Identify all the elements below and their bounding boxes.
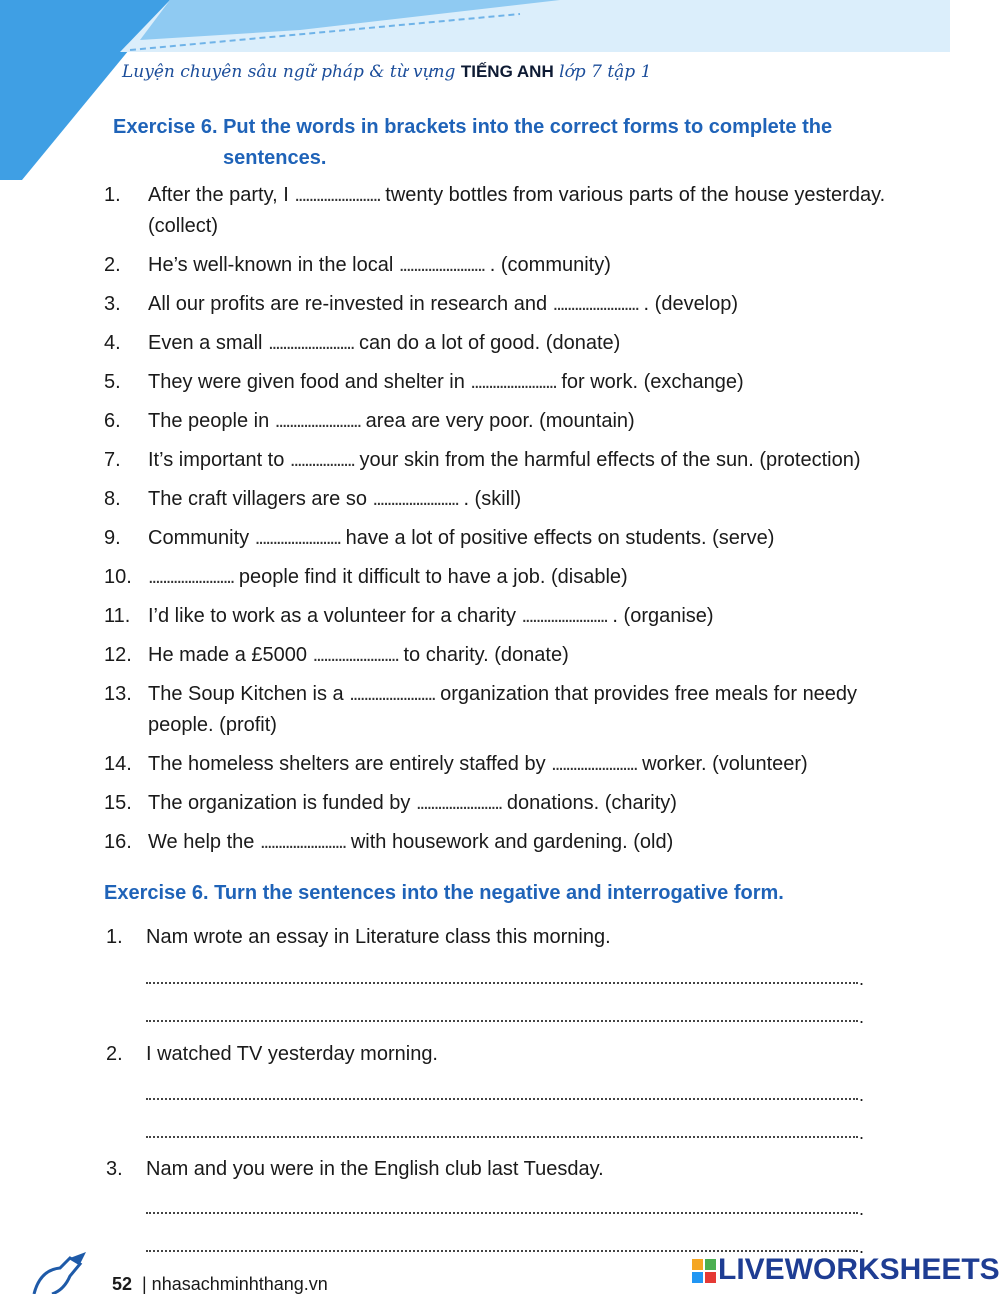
answer-blank[interactable]: .................. bbox=[289, 449, 354, 471]
exercise-item bbox=[104, 328, 894, 359]
item-number: 2. bbox=[104, 254, 121, 276]
item-number: 5. bbox=[104, 371, 121, 393]
item-text-after: with housework and gardening. (old) bbox=[345, 831, 674, 853]
exercise-item bbox=[104, 523, 894, 554]
item-text-after: people find it difficult to have a job. (disable) bbox=[233, 566, 628, 588]
item-number: 7. bbox=[104, 449, 121, 471]
question-text: Nam and you were in the English club last Tuesday. bbox=[146, 1158, 604, 1180]
item-text-before: The people in bbox=[148, 410, 275, 432]
item-text-after: donations. (charity) bbox=[501, 792, 677, 814]
item-number: 11. bbox=[104, 605, 131, 627]
question-number: 2. bbox=[106, 1043, 123, 1065]
answer-blank[interactable]: ........................ bbox=[470, 371, 556, 393]
publisher-site: | nhasachminhthang.vn bbox=[142, 1274, 328, 1294]
item-text-before: Even a small bbox=[148, 332, 269, 354]
answer-line[interactable] bbox=[146, 970, 858, 984]
item-text-before: We help the bbox=[148, 831, 260, 853]
item-text-after: . (develop) bbox=[638, 293, 739, 315]
exercise-item bbox=[104, 601, 894, 632]
item-number: 3. bbox=[104, 293, 121, 315]
item-text-before: He made a £5000 bbox=[148, 644, 313, 666]
exercise-item bbox=[104, 788, 894, 819]
item-number: 4. bbox=[104, 332, 121, 354]
item-text-after: your skin from the harmful effects of the sun. (protection) bbox=[353, 449, 861, 471]
book-title: Luyện chuyên sâu ngữ pháp & từ vựng TIẾNG ANH lớp 7 tập 1 bbox=[122, 62, 652, 82]
item-text-after: . (skill) bbox=[457, 488, 522, 510]
question-number: 3. bbox=[106, 1158, 123, 1180]
answer-blank[interactable]: ........................ bbox=[415, 792, 502, 814]
page-number: 52 bbox=[112, 1274, 133, 1294]
item-number: 9. bbox=[104, 527, 121, 549]
item-text-after: have a lot of positive effects on students. (serve) bbox=[340, 527, 775, 549]
exercise-item bbox=[104, 289, 894, 320]
item-number: 8. bbox=[104, 488, 121, 510]
liveworksheets-logo[interactable]: LIVEWORKSHEETS bbox=[718, 1253, 1000, 1286]
answer-blank[interactable]: ........................ bbox=[294, 184, 380, 206]
item-text-after: area are very poor. (mountain) bbox=[360, 410, 635, 432]
item-number: 1. bbox=[104, 184, 121, 206]
exercise-item bbox=[104, 367, 894, 398]
item-text-before: They were given food and shelter in bbox=[148, 371, 471, 393]
pen-icon bbox=[30, 1250, 100, 1294]
item-text-after: . (organise) bbox=[606, 605, 714, 627]
answer-blank[interactable]: ........................ bbox=[521, 605, 607, 627]
item-number: 15. bbox=[104, 792, 132, 814]
answer-blank[interactable]: ........................ bbox=[551, 753, 637, 775]
question-text: I watched TV yesterday morning. bbox=[146, 1043, 438, 1065]
item-text-after: twenty bottles from various parts of the house yesterday. (collect) bbox=[148, 184, 886, 237]
item-number: 16. bbox=[104, 831, 132, 853]
answer-blank[interactable]: ........................ bbox=[254, 527, 341, 549]
item-text-before: The homeless shelters are entirely staffed by bbox=[148, 753, 552, 775]
item-text-after: to charity. (donate) bbox=[397, 644, 569, 666]
answer-blank[interactable]: ........................ bbox=[552, 293, 638, 315]
item-number: 12. bbox=[104, 644, 132, 666]
answer-blank[interactable]: ........................ bbox=[268, 332, 354, 354]
exercise-item bbox=[104, 445, 894, 476]
item-text-after: organization that provides free meals for needy people. (profit) bbox=[148, 683, 858, 736]
exercise-item bbox=[104, 406, 894, 437]
exercise-item bbox=[104, 180, 894, 242]
item-text-before: All our profits are re-invested in research and bbox=[148, 293, 553, 315]
answer-blank[interactable]: ........................ bbox=[148, 566, 234, 588]
question-number: 1. bbox=[106, 926, 123, 948]
item-number: 14. bbox=[104, 753, 132, 775]
exercise-item bbox=[104, 640, 894, 671]
exercise-item bbox=[104, 749, 894, 780]
item-number: 10. bbox=[104, 566, 132, 588]
answer-blank[interactable]: ........................ bbox=[398, 254, 485, 276]
answer-blank[interactable]: ........................ bbox=[312, 644, 398, 666]
item-number: 13. bbox=[104, 683, 132, 705]
exercise-1-list bbox=[104, 180, 894, 866]
item-text-before: The Soup Kitchen is a bbox=[148, 683, 350, 705]
item-text-before: After the party, I bbox=[148, 184, 295, 206]
answer-line[interactable] bbox=[146, 1124, 858, 1138]
item-text-before: He’s well-known in the local bbox=[148, 254, 399, 276]
answer-blank[interactable]: ........................ bbox=[259, 831, 346, 853]
answer-line[interactable] bbox=[146, 1200, 858, 1214]
item-text-before: The craft villagers are so bbox=[148, 488, 373, 510]
answer-blank[interactable]: ........................ bbox=[372, 488, 458, 510]
answer-blank[interactable]: ........................ bbox=[349, 683, 435, 705]
question-text: Nam wrote an essay in Literature class this morning. bbox=[146, 926, 611, 948]
item-number: 6. bbox=[104, 410, 121, 432]
liveworksheets-logo-icon bbox=[692, 1259, 716, 1283]
item-text-after: worker. (volunteer) bbox=[636, 753, 808, 775]
item-text-after: can do a lot of good. (donate) bbox=[353, 332, 621, 354]
item-text-before: It’s important to bbox=[148, 449, 290, 471]
exercise-item bbox=[104, 484, 894, 515]
answer-blank[interactable]: ........................ bbox=[274, 410, 361, 432]
exercise-item bbox=[104, 562, 894, 593]
exercise-item bbox=[104, 679, 894, 741]
item-text-before: Community bbox=[148, 527, 255, 549]
exercise-1-title: Exercise 6. Put the words in brackets into the correct forms to complete the sentences. bbox=[113, 116, 833, 169]
exercise-item bbox=[104, 250, 894, 281]
answer-line[interactable] bbox=[146, 1086, 858, 1100]
exercise-2-title: Exercise 6. Turn the sentences into the negative and interrogative form. bbox=[104, 882, 784, 904]
exercise-item bbox=[104, 827, 894, 858]
answer-line[interactable] bbox=[146, 1238, 858, 1252]
item-text-before: I’d like to work as a volunteer for a charity bbox=[148, 605, 522, 627]
item-text-after: for work. (exchange) bbox=[555, 371, 744, 393]
answer-line[interactable] bbox=[146, 1008, 858, 1022]
item-text-after: . (community) bbox=[484, 254, 611, 276]
item-text-before: The organization is funded by bbox=[148, 792, 416, 814]
